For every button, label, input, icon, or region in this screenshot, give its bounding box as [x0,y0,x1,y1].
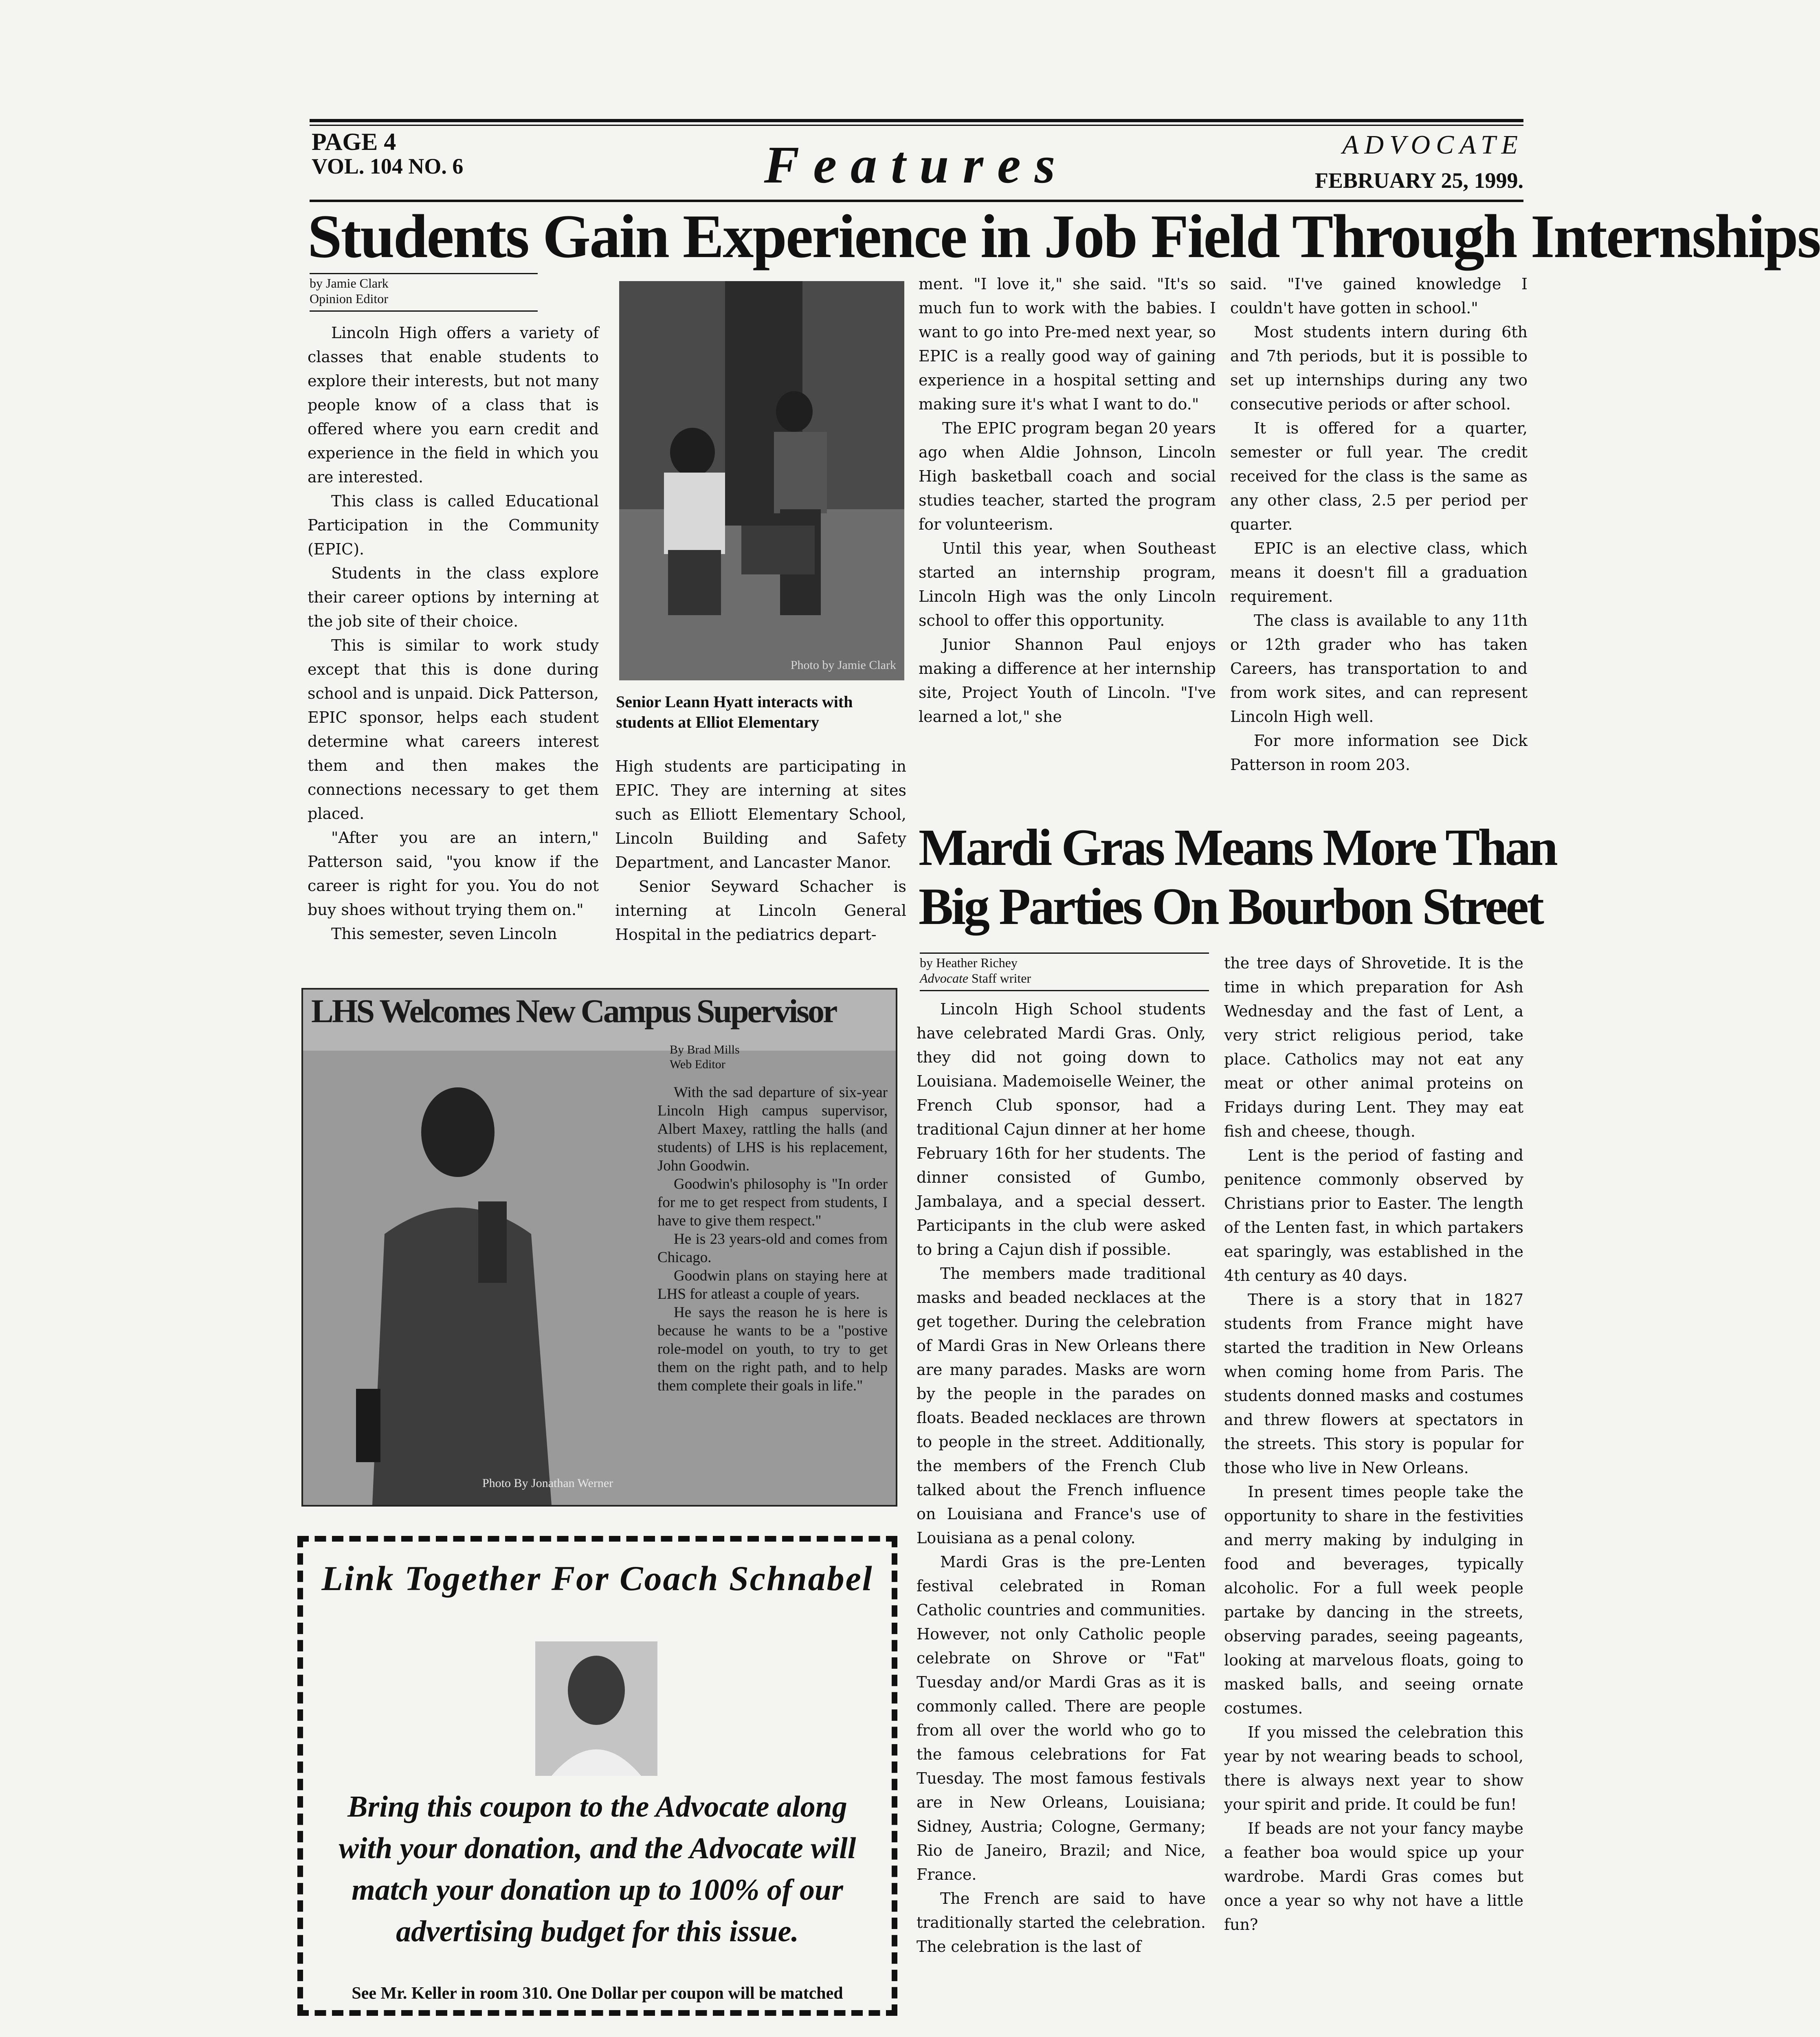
paragraph: EPIC is an elective class, which means it doesn't fill a graduation requirement. [1230,539,1528,605]
paragraph: High students are participating in EPIC. They are interning at sites such as Elliott Elementary School, Lincoln Building and Safety Department, and Lancaster Manor. [615,757,906,871]
paragraph: Students in the class explore their career options by interning at the job site of their choice. [308,564,599,630]
paragraph: The EPIC program began 20 years ago when Aldie Johnson, Lincoln High basketball coach and social studies teacher, started the program for volunteerism. [919,419,1216,533]
byline-name: By Brad Mills [670,1043,740,1056]
article1-column-2 [615,755,906,947]
photo-scene [619,281,904,680]
byline-role: Opinion Editor [310,291,388,306]
paragraph: Goodwin plans on staying here at LHS for atleast a couple of years. [657,1267,888,1302]
coupon [297,1536,897,2016]
article2-byline [920,953,1205,986]
paragraph: He says the reason he is here is because he wants to be a "postive role-model on youth, to try to get them on the right path, and to help them complete their goals in life." [657,1304,888,1394]
supervisor-title: LHS Welcomes New Campus Supervisor [311,992,836,1029]
byline-rule-top [920,953,1209,954]
article2-headline-line1: Mardi Gras Means More Than [919,818,1556,876]
coach-portrait [535,1641,657,1776]
byline-rule-top [310,273,538,274]
byline-rule-bottom [310,310,538,312]
paragraph: Junior Shannon Paul enjoys making a difference at her internship site, Project Youth of Lincoln. "I've learned a lot," she [919,636,1216,726]
paragraph: Most students intern during 6th and 7th periods, but it is possible to set up internships during any two consecutive periods or after school. [1230,323,1528,413]
paragraph: Senior Seyward Schacher is interning at Lincoln General Hospital in the pediatrics depart- [615,878,906,944]
supervisor-feature [301,988,897,1507]
article1-headline: Students Gain Experience in Job Field Through Internships [308,202,1820,271]
paragraph: There is a story that in 1827 students from France might have started the tradition in New Orleans when coming home from Paris. The students donned masks and costumes and threw flowers at spectators in the streets. This story is popular for those who live in New Orleans. [1224,1291,1523,1477]
paragraph: Lent is the period of fasting and penitence commonly observed by Christians prior to Easter. The length of the Lenten fast, in which partakers eat sparingly, was established in the 4th century as 40 days. [1224,1146,1523,1285]
byline-name: by Heather Richey [920,955,1018,970]
issue-date: FEBRUARY 25, 1999. [1314,168,1523,193]
article2-column-2 [1224,951,1523,1937]
paragraph: The members made traditional masks and beaded necklaces at the get together. During the celebration of Mardi Gras in New Orleans there are many parades. Masks are worn by the people in the parades on floats. Beaded necklaces are thrown to people in the street. Additionally, the members of the French Club talked about the French influence on Louisiana and France's use of Louisiana as a penal colony. [917,1265,1206,1547]
paragraph: Goodwin's philosophy is "In order for me to get respect from students, I have to give them respect." [657,1176,888,1229]
section-title: Features [764,136,1069,194]
paragraph: Mardi Gras is the pre-Lenten festival celebrated in Roman Catholic countries and communities. However, not only Catholic people celebrate on Shrove or "Fat" Tuesday and/or Mardi Gras as it is commonly called. There are people from all over the world who go to the famous celebrations for Fat Tuesday. The most famous festivals are in New Orleans, Louisiana; Sidney, Austria; Cologne, Germany; Rio de Janeiro, Brazil; and Nice, France. [917,1553,1206,1883]
coupon-title: Link Together For Coach Schnabel [321,1559,873,1598]
article1-column-4 [1230,272,1528,777]
paragraph: Lincoln High offers a variety of classes that enable students to explore their interests, but not many people know of a class that is offered where you earn credit and experience in the field in which you are interested. [308,324,599,486]
byline-role-line [920,970,1205,986]
paragraph: If you missed the celebration this year by not wearing beads to school, there is always next year to show your spirit and pride. It could be fun! [1224,1723,1523,1813]
article2-column-1 [917,997,1206,1959]
paragraph: If beads are not your fancy maybe a feather boa would spice up your wardrobe. Mardi Gras comes but once a year so why not have a little fun? [1224,1819,1523,1934]
article1-column-1 [308,321,599,946]
coupon-body: Bring this coupon to the Advocate along with your donation, and the Advocate will match your donation up to 100% of our advertising budget for this issue. [339,1790,856,1948]
byline-name: by Jamie Clark [310,276,389,290]
paragraph: the tree days of Shrovetide. It is the time in which preparation for Ash Wednesday and the fast of Lent, a very strict religious period, take place. Catholics may not eat any meat or other animal proteins on Fridays during Lent. They may eat fish and cheese, though. [1224,954,1523,1140]
paragraph: It is offered for a quarter, semester or full year. The credit received for the class is the same as any other class, 2.5 per period per quarter. [1230,419,1528,533]
paragraph: ment. "I love it," she said. "It's so much fun to work with the babies. I want to go into Pre-med next year, so EPIC is a really good way of gaining experience in a hospital setting and making sure it's what I want to do." [919,275,1216,413]
paragraph: This is similar to work study except that this is done during school and is unpaid. Dick Patterson, EPIC sponsor, helps each student determine what careers interest them and then makes the connections necessary to get them placed. [308,636,599,823]
paragraph: The class is available to any 11th or 12th grader who has taken Careers, has transportation to and from work sites, and can represent Lincoln High well. [1230,612,1528,726]
paragraph: He is 23 years-old and comes from Chicago. [657,1231,888,1266]
paragraph: said. "I've gained knowledge I couldn't have gotten in school." [1230,275,1528,317]
masthead-top-rule-thin [310,125,1523,126]
coupon-footer: See Mr. Keller in room 310. One Dollar per coupon will be matched [352,1984,843,2003]
volume-issue: VOL. 104 NO. 6 [312,154,464,178]
supervisor-text [657,1083,888,1395]
paragraph: Lincoln High School students have celebrated Mardi Gras. Only, they did not going down to Louisiana. Mademoiselle Weiner, the French Club sponsor, had a traditional Cajun dinner at her home February 16th for her students. The dinner consisted of Gumbo, Jambalaya, and a special dessert. Participants in the club were asked to bring a Cajun dish if possible. [917,1000,1206,1258]
article2-headline-line2: Big Parties On Bourbon Street [919,878,1542,935]
paragraph: This semester, seven Lincoln [331,925,557,943]
byline-paper: Advocate [920,971,969,986]
byline-rule-bottom [920,990,1209,991]
article1-byline [310,273,538,306]
byline-role: Staff writer [972,971,1031,986]
paragraph: This class is called Educational Participation in the Community (EPIC). [308,492,599,558]
internship-photo [619,281,904,680]
masthead-top-rule [310,119,1523,122]
photo-credit: Photo by Jamie Clark [790,658,896,672]
paragraph: The French are said to have traditionally started the celebration. The celebration is the last of [917,1890,1206,1956]
paragraph: In present times people take the opportunity to share in the festivities and merry making by indulging in food and beverages, typically alcoholic. For a full week people partake by dancing in the streets, observing parades, seeing pageants, looking at marvelous floats, going to masked balls, and seeing ornate costumes. [1224,1483,1523,1717]
supervisor-byline [670,1043,740,1072]
photo-caption: Senior Leann Hyatt interacts with students at Elliot Elementary [616,693,853,731]
paper-name: ADVOCATE [1342,130,1523,160]
masthead-left [312,130,597,178]
paragraph: Until this year, when Southeast started an internship program, Lincoln High was the only Lincoln school to offer this opportunity. [919,539,1216,629]
byline-role: Web Editor [670,1058,725,1071]
article1-column-3 [919,272,1216,729]
page-number: PAGE 4 [312,128,396,155]
paragraph: With the sad departure of six-year Lincoln High campus supervisor, Albert Maxey, rattling the halls (and students) of LHS is his replacement, John Goodwin. [657,1084,888,1174]
paragraph: For more information see Dick Patterson in room 203. [1230,732,1528,774]
photo-credit: Photo By Jonathan Werner [482,1476,613,1490]
paragraph: "After you are an intern," Patterson said, "you know if the career is right for you. You do not buy shoes without trying them on." [308,829,599,919]
coach-photo [535,1641,657,1776]
